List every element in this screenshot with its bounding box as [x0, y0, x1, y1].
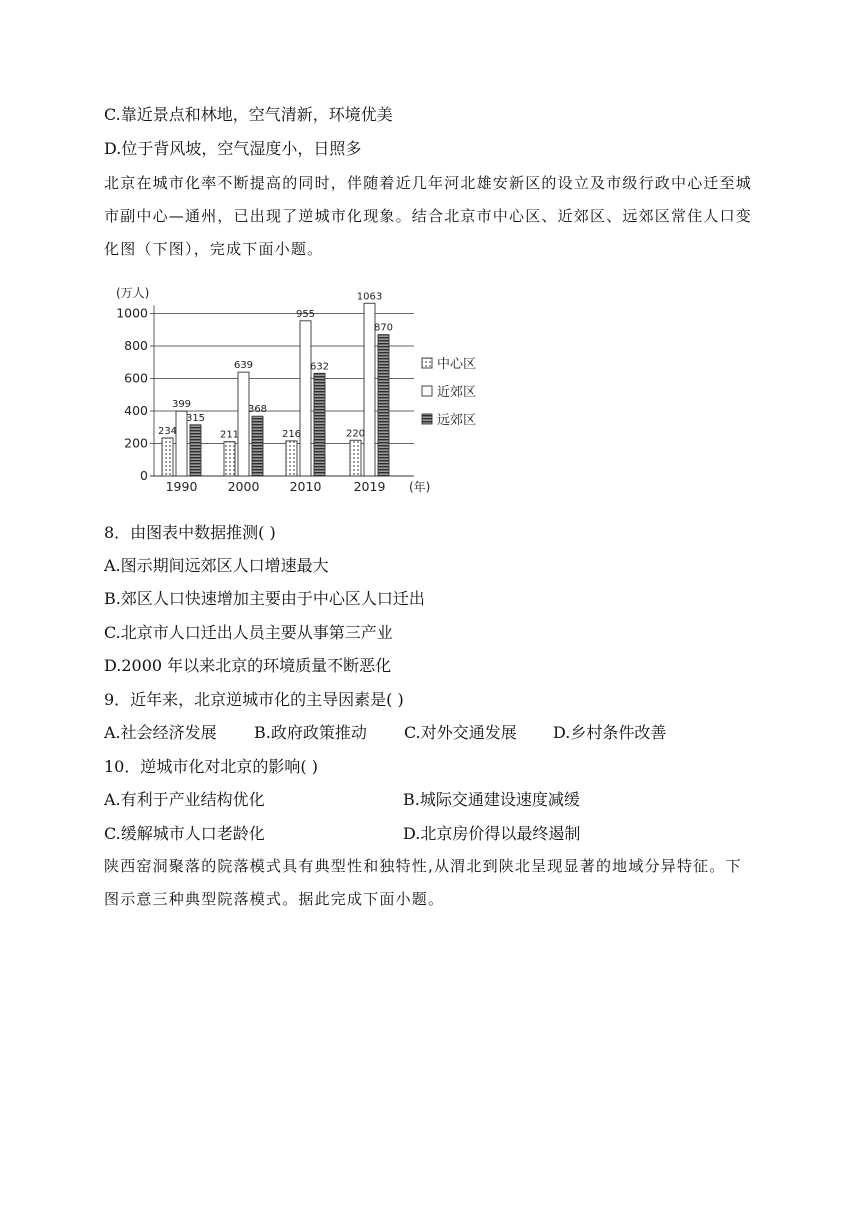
- legend-label: 远郊区: [437, 413, 477, 428]
- x-tick-label-2010: 2010: [289, 479, 322, 494]
- data-label: 315: [185, 412, 206, 424]
- data-label: 955: [295, 308, 316, 320]
- x-tick-label-2019: 2019: [353, 479, 386, 494]
- population-bar-chart: [104, 280, 504, 496]
- y-tick-label: 800: [124, 338, 148, 353]
- data-label: 220: [345, 428, 366, 440]
- option-prev-c: C.靠近景点和林地，空气清新，环境优美: [104, 105, 393, 124]
- q10-option-c: C.缓解城市人口老龄化: [104, 824, 265, 843]
- y-tick-label: 600: [124, 370, 148, 386]
- data-label: 870: [373, 322, 394, 334]
- y-tick-label: 0: [140, 468, 148, 483]
- bar-近郊区-2010: [300, 321, 311, 476]
- q10-stem: 10．逆城市化对北京的影响( ): [104, 757, 318, 776]
- q9-option-a: A.社会经济发展: [104, 723, 217, 742]
- q9-option-c: C.对外交通发展: [404, 723, 517, 742]
- data-label: 368: [247, 404, 268, 416]
- data-label: 216: [281, 428, 302, 440]
- q10-option-b: B.城际交通建设速度减缓: [403, 790, 580, 809]
- q8-option-a: A.图示期间远郊区人口增速最大: [104, 556, 329, 575]
- y-tick-label: 200: [124, 435, 148, 451]
- bar-中心区-2019: [350, 440, 361, 476]
- legend-swatch-近郊区: [422, 386, 432, 396]
- bar-远郊区-2019: [378, 335, 389, 476]
- legend-label: 中心区: [437, 357, 477, 372]
- x-axis-title: (年): [409, 480, 431, 494]
- y-tick-label: 400: [124, 403, 148, 418]
- bar-远郊区-2000: [252, 416, 263, 476]
- q9-option-d: D.乡村条件改善: [553, 723, 667, 742]
- bar-近郊区-2000: [238, 372, 249, 476]
- shaanxi-intro-paragraph: 陕西窑洞聚落的院落模式具有典型性和独特性,从渭北到陕北呈现显著的地域分异特征。下图示意三种典型院落模式。据此完成下面小题。: [104, 857, 742, 908]
- legend-swatch-中心区: [422, 358, 432, 368]
- bar-中心区-2010: [286, 441, 297, 476]
- q9-stem: 9．近年来，北京逆城市化的主导因素是( ): [104, 690, 404, 709]
- data-label: 211: [219, 429, 240, 441]
- q8-option-d: D.2000 年以来北京的环境质量不断恶化: [104, 656, 392, 675]
- data-label: 234: [157, 425, 178, 437]
- legend-label: 近郊区: [437, 385, 477, 400]
- y-tick-label: 1000: [116, 305, 148, 321]
- x-tick-label-1990: 1990: [165, 479, 198, 494]
- q10-option-d: D.北京房价得以最终遏制: [403, 824, 581, 843]
- data-label: 399: [171, 399, 192, 411]
- bar-中心区-1990: [162, 438, 173, 476]
- q8-option-c: C.北京市人口迁出人员主要从事第三产业: [104, 623, 393, 642]
- q9-option-b: B.政府政策推动: [254, 723, 367, 742]
- bar-远郊区-1990: [190, 425, 201, 476]
- option-prev-d: D.位于背风坡，空气湿度小，日照多: [104, 139, 362, 158]
- bar-远郊区-2010: [314, 373, 325, 476]
- legend-swatch-远郊区: [422, 414, 432, 424]
- bar-中心区-2000: [224, 442, 235, 476]
- q8-stem: 8．由图表中数据推测( ): [104, 523, 276, 542]
- data-label: 1063: [356, 291, 383, 303]
- q10-option-a: A.有利于产业结构优化: [104, 790, 265, 809]
- q8-option-b: B.郊区人口快速增加主要由于中心区人口迁出: [104, 589, 425, 608]
- chart-legend: [422, 356, 476, 428]
- data-label: 632: [309, 361, 330, 373]
- y-axis-title: (万人): [116, 286, 150, 300]
- data-label: 639: [233, 360, 254, 372]
- x-tick-label-2000: 2000: [227, 479, 260, 494]
- beijing-intro-paragraph: 北京在城市化率不断提高的同时，伴随着近几年河北雄安新区的设立及市级行政中心迁至城市副中心—通州，已出现了逆城市化现象。结合北京市中心区、近郊区、远郊区常住人口变化图（下图），完成下面小题。: [104, 174, 753, 258]
